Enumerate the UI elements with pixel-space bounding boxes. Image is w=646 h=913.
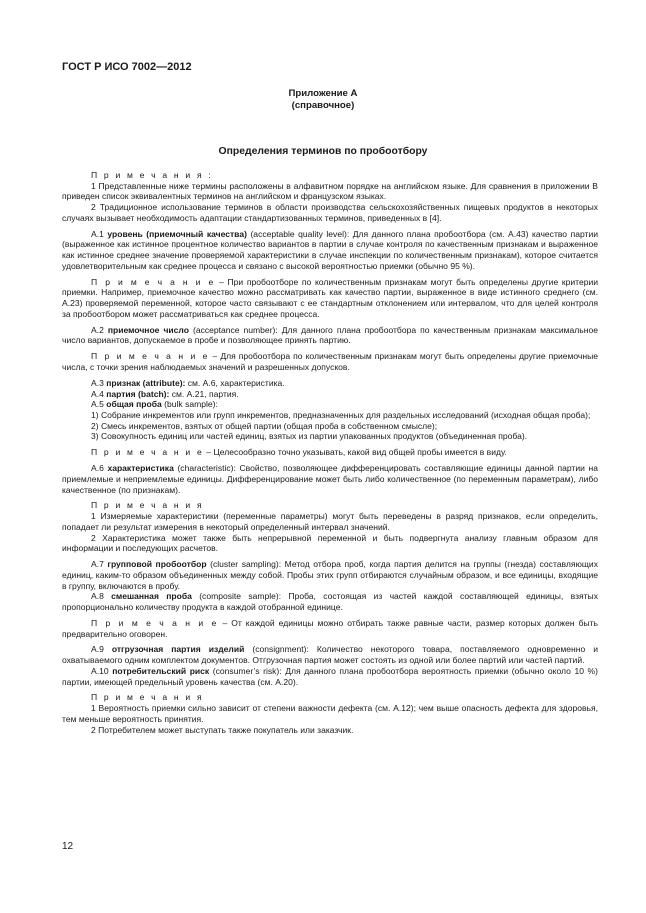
note-label: П р и м е ч а н и я :	[91, 170, 213, 180]
document-header: ГОСТ Р ИСО 7002—2012	[62, 61, 192, 73]
appendix-subtitle: (справочное)	[291, 99, 355, 111]
term: потребительский риск	[112, 665, 210, 676]
note-paragraph: 1 Измеряемые характеристики (переменные параметры) могут быть переведены в разряд признаков, если определить, попадает ли результат измерения в некоторый определенный интервал значений.	[62, 511, 598, 532]
term: отгрузочная партия изделий	[111, 644, 245, 655]
definition-a1: А.1 уровень (приемочный качества) (acceptable quality level): Для данного плана пробоотбора (см. А.43) качество партии (выраженное как истинное процентное количество вариантов в партии в случае контроля по качественным признакам и выраженное как истинное среднее значение проверяемой характеристики в случае инспекции по количественным признакам), которое считается удовлетворительным как среднее процесса и связано с высокой вероятностью приемки (обычно 95 %).	[62, 228, 598, 271]
note-a5: П р и м е ч а н и е – Целесообразно точно указывать, какой вид общей пробы имеется в виду.	[91, 447, 507, 458]
note-paragraph: 2 Потребителем может выступать также покупатель или заказчик.	[91, 724, 354, 735]
definition-a7: А.7 групповой пробоотбор (cluster sampling): Метод отбора проб, когда партия делится на группы (гнезда) составляющих единиц, каким-то образом объединенных между собой. Пробы этих групп отбираются случайным образом, и все единицы, входящие в группу, включаются в пробу.	[62, 559, 598, 591]
note-label: П р и м е ч а н и я	[91, 500, 204, 511]
note-a2: П р и м е ч а н и е – Для пробоотбора по количественным признакам могут быть определены другие приемочные числа, с точки зрения наблюдаемых значений и разрешенных допусков.	[62, 351, 598, 372]
note-label: П р и м е ч а н и я	[91, 692, 204, 703]
definition-a5: А.5 общая проба (bulk sample):	[91, 399, 218, 410]
note-paragraph: 1 Представленные ниже термины расположены в алфавитном порядке на английском языке. Для сравнения в приложении В приведен список эквивалентных терминов на английском и французском языках.	[62, 180, 598, 202]
term: приемочное число	[107, 324, 189, 335]
page-number: 12	[62, 841, 74, 852]
appendix-title: Приложение А	[288, 88, 358, 99]
note-paragraph: 2 Традиционное использование терминов в области производства сельскохозяйственных пищевых продуктов в некоторых случаях вызывает необходимость адаптации стандартизованных терминов, приведенных в [4].	[62, 202, 598, 223]
term: уровень (приемочный качества)	[107, 228, 247, 239]
note-paragraph: 1 Вероятность приемки сильно зависит от степени важности дефекта (см. А.12); чем выше опасность дефекта для здоровья, тем меньше вероятность принятия.	[62, 703, 598, 724]
appendix-heading	[0, 88, 646, 111]
section-title: Определения терминов по пробоотбору	[218, 146, 428, 157]
definition-a2: А.2 приемочное число (acceptance number): Для данного плана пробоотбора по качественным признакам максимальное число вариантов, допускаемое в пробе и позволяющее принять партию.	[62, 324, 598, 346]
list-item: 1) Собрание инкрементов или групп инкрементов, предназначенных для раздельных исследований (исходная общая проба);	[91, 410, 591, 420]
definition-a10: А.10 потребительский риск (consumer’s risk): Для данного плана пробоотбора вероятность приемки (обычно около 10 %) партии, имеющей предельный уровень качества (см. А.20).	[62, 665, 598, 687]
definition-a3: А.3 признак (attribute): см. А.6, характеристика.	[91, 377, 285, 388]
term: общая проба	[106, 399, 162, 410]
definition-a6: А.6 характеристика (characteristic): Свойство, позволяющее дифференцировать составляющие единицы данной партии на приемлемые и неприемлемые единицы. Дифференцирование может быть либо количественное (по переменным параметрам), либо качественное (по признакам).	[62, 463, 598, 495]
definition-a9: А.9 отгрузочная партия изделий (consignment): Количество некоторого товара, поставляемого одновременно и охватываемого одним комплектом документов. Отгрузочная партия может состоять из одной или более партий или частей партий.	[62, 644, 598, 666]
term: признак (attribute):	[106, 377, 186, 388]
list-item: 2) Смесь инкрементов, взятых от общей партии (общая проба в собственном смысле);	[91, 420, 438, 431]
note-a8: П р и м е ч а н и е – От каждой единицы можно отбирать также равные части, размер которых должен быть предварительно оговорен.	[62, 617, 598, 639]
term: характеристика	[107, 463, 174, 474]
term: партия (batch):	[106, 388, 170, 399]
term: смешанная проба	[111, 591, 192, 602]
note-a1: П р и м е ч а н и е – При пробоотборе по количественным признакам могут быть определены другие критерии приемки. Например, приемочное качество можно рассматривать как качество партии, выраженное в виде истинного среднего (см. А.23) проверяемой переменной, которое часто связывают с ее стандартным отклонением или интервалом, что для целей контроля за пробоотбором может рассматриваться как среднее процесса.	[62, 276, 598, 319]
list-item: 3) Совокупность единиц или частей единиц, взятых из партии упакованных продуктов (объединенная проба).	[91, 431, 528, 442]
note-paragraph: 2 Характеристика может также быть непрерывной переменной и быть подвергнута анализу главным образом для информации и последующих расчетов.	[62, 532, 598, 554]
term: групповой пробоотбор	[107, 559, 207, 570]
definition-a8: А.8 смешанная проба (composite sample): Проба, состоящая из частей каждой составляющей единицы, взятых пропорционально количеству продукта в каждой отобранной единице.	[62, 591, 598, 612]
document-body	[62, 170, 598, 735]
definition-a4: А.4 партия (batch): см. А.21, партия.	[91, 388, 239, 399]
